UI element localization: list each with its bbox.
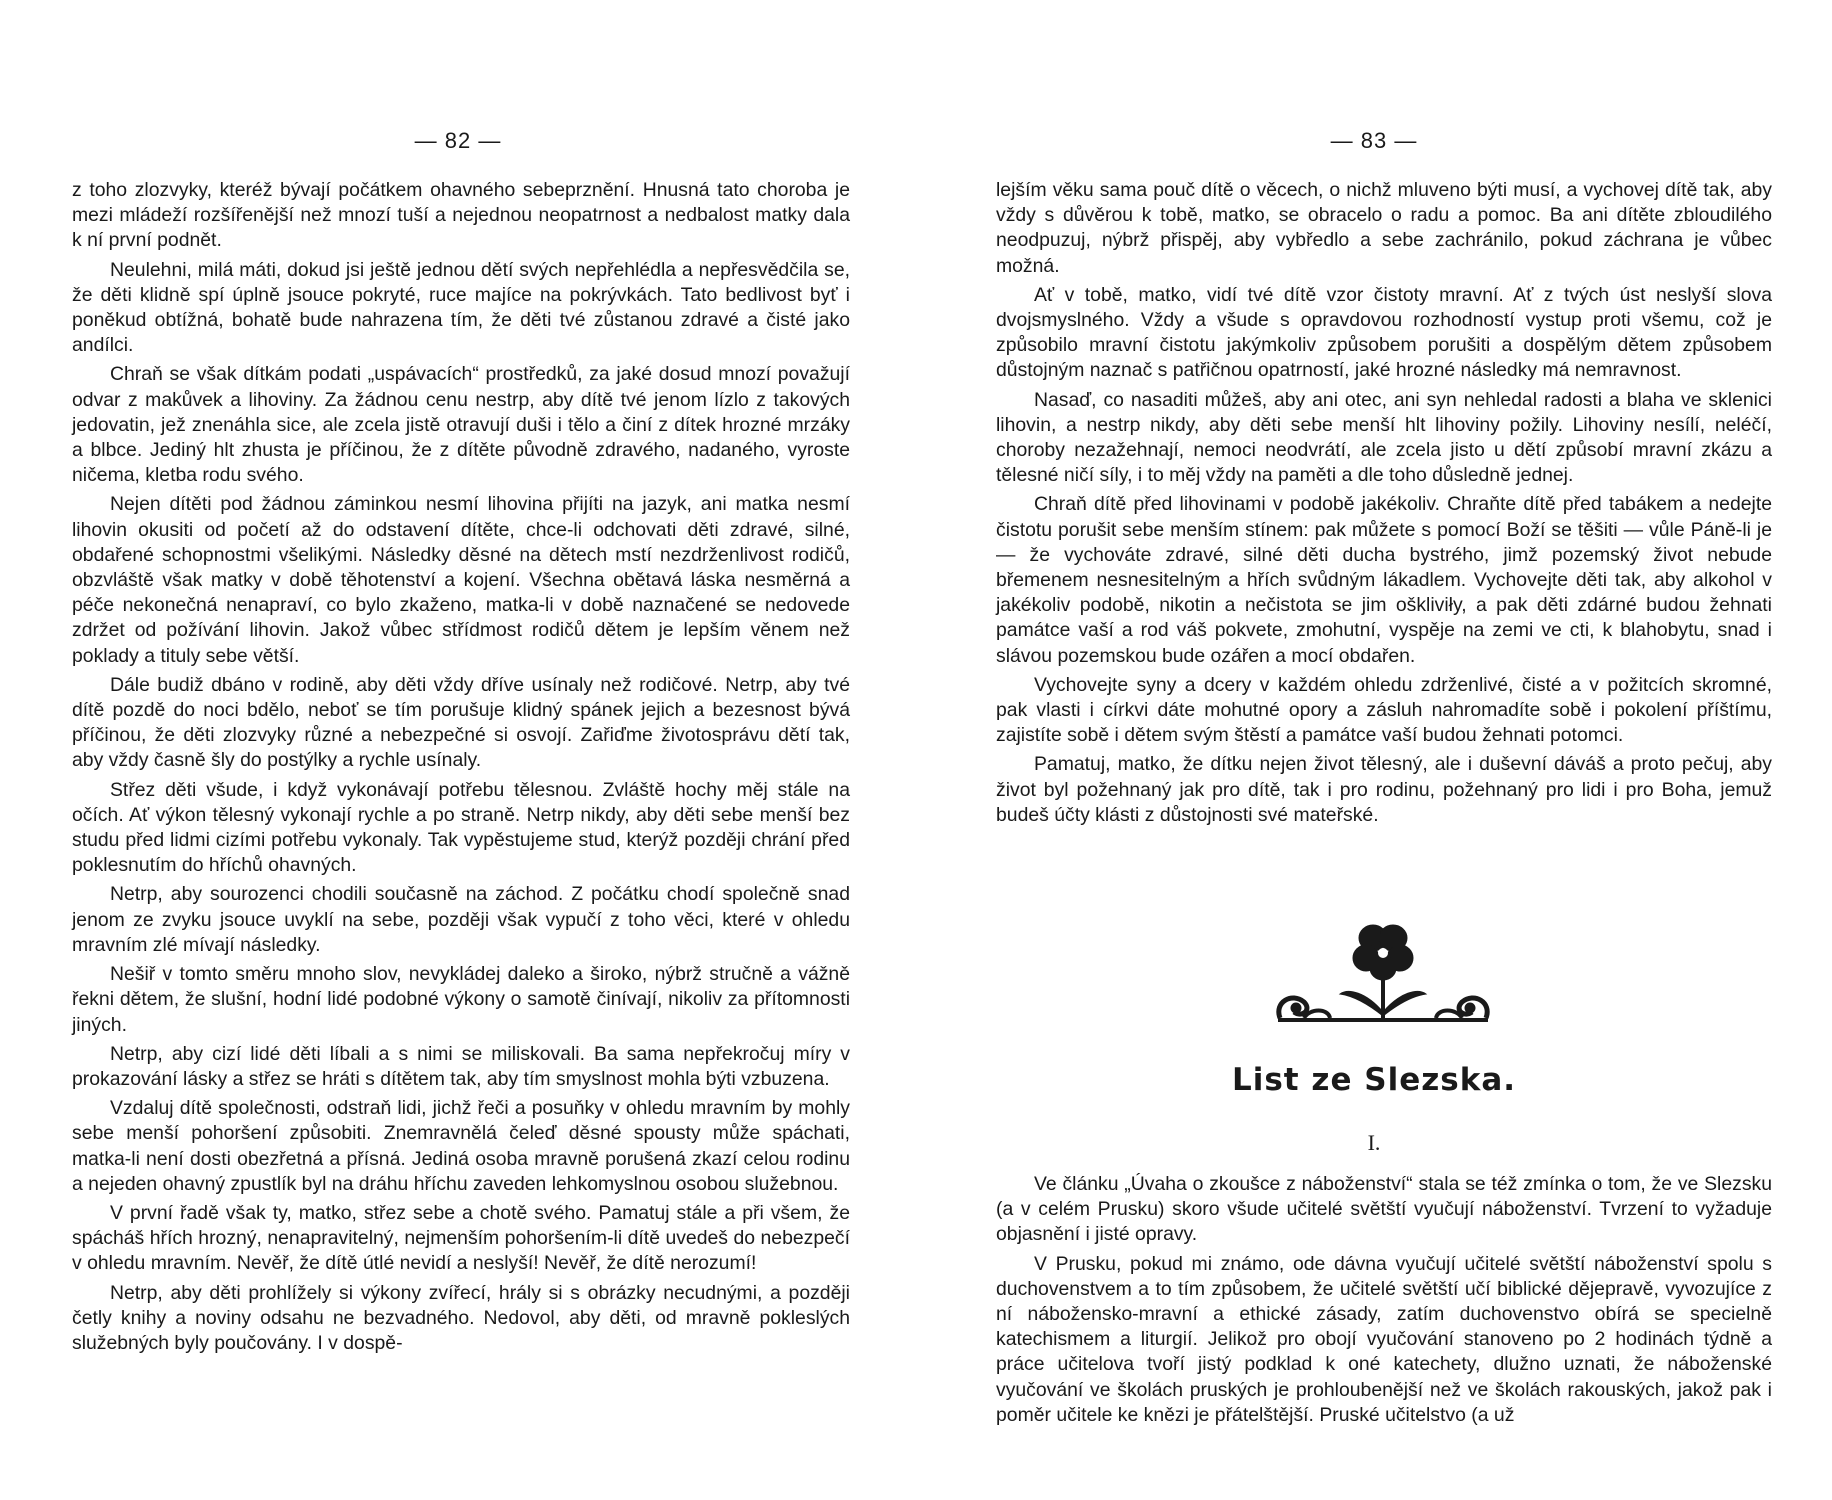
paragraph: V první řadě však ty, matko, střez sebe a chotě svého. Pamatuj stále a při všem, že spácháš hřích hrozný, nenapravitelný, nejmenším pohoršením-li dítě uvedeš do nebezpečí v ohledu mravním. Nevěř, že dítě útlé nevidí a neslyší! Nevěř, že dítě nerozumí! (72, 1201, 850, 1275)
paragraph: Ve článku „Úvaha o zkoušce z náboženství“ stala se též zmínka o tom, že ve Slezsku (a v celém Prusku) skoro všude učitelé světští vyučují náboženství. Tvrzení to vyžaduje objasnění i jisté opravy. (996, 1173, 1772, 1246)
paragraph: Ať v tobě, matko, vidí tvé dítě vzor čistoty mravní. Ať z tvých úst neslyší slova dvojsmyslného. Vždy a všude s opravdovou rozhodností vystup proti všemu, což je způsobilo mravní čistotu jakýmkoliv způsobem porušiti a dospělým dětem způsobem důstojným naznač s patřičnou opatrností, jaké hrozné následky má nemravnost. (996, 283, 1772, 382)
paragraph: Nejen dítěti pod žádnou záminkou nesmí lihovina přijíti na jazyk, ani matka nesmí lihovin okusiti od početí až do odstavení dítěte, chce-li odchovati děti zdravé, silné, obdařené schopnostmi všelikými. Následky děsné na dětech mstí nezdrženlivost rodičů, obzvláště však matky v době těhotenství a kojení. Všechna obětavá láska nesměrná a péče nekonečná nenapraví, co bylo zkaženo, matka-li v době naznačené se nedovede zdržet od požívání lihovin. Jakož vůbec střídmost rodičů dětem je lepším věnem než poklady a tituly sebe větší. (72, 493, 850, 667)
paragraph: z toho zlozvyky, kteréž bývají počátkem ohavného sebeprznění. Hnusná tato choroba je mezi mládeží rozšířenější než mnozí tuší a nejednou neopatrnost a nedbalost matky dala k ní první podnět. (72, 179, 850, 252)
paragraph: Netrp, aby děti prohlížely si výkony zvířecí, hrály si s obrázky necudnými, a později četly knihy a noviny odsahu ne bezvadného. Nedovol, aby děti, od mravně pokleslých služebných byly poučovány. I v dospě- (72, 1281, 850, 1354)
flower-ornament-icon (1270, 922, 1496, 1032)
paragraph: Dále budiž dbáno v rodině, aby děti vždy dříve usínaly než rodičové. Netrp, aby tvé dítě pozdě do noci bdělo, neboť se tím porušuje klidný spánek jejich a bezesnost bývá příčinou, že děti zlozvyky různé a nebezpečné si osvojí. Zařiďme životosprávu dětí tak, aby vždy časně šly do postýlky a rychle usínaly. (72, 673, 850, 772)
right-page (916, 0, 1832, 1500)
page-number: — 82 — (414, 128, 502, 153)
paragraph: Netrp, aby cizí lidé děti líbali a s nimi se miliskovali. Ba sama nepřekročuj míry v prokazování lásky a střez se hráti s dítětem tak, aby tím smyslnost mohla býti vzbuzena. (72, 1042, 850, 1090)
paragraph: lejším věku sama pouč dítě o věcech, o nichž mluveno býti musí, a vychovej dítě tak, aby vždy s důvěrou k tobě, matko, se obracelo o radu a pomoc. Ba ani dítěte zbloudilého neodpuzuj, nýbrž přispěj, aby vybředlo a sebe zachránilo, pokud záchrana je vůbec možná. (996, 179, 1772, 277)
paragraph: Chraň se však dítkám podati „uspávacích“ prostředků, za jaké dosud mnozí považují odvar z makůvek a lihoviny. Za žádnou cenu nestrp, aby dítě tvé jenom lízlo z takových jedovatin, jež znenáhla sice, ale zcela jistě otravují duši i tělo a činí z dítek hrozné mrzáky a blbce. Jediný hlt zhusta je příčinou, že z dítěte původně zdravého, nadaného, vyroste ničema, kletba rodu svého. (72, 363, 850, 487)
paragraph: Neulehni, milá máti, dokud jsi ještě jednou dětí svých nepřehlédla a nepřesvědčila se, že děti klidně spí úplně jsouce pokryté, ruce majíce na pokrývkách. Tato bedlivost byť i poněkud obtížná, bohatě bude nahrazena tím, že děti tvé zůstanou zdravé a čisté jako andílci. (72, 258, 850, 357)
paragraph: Vzdaluj dítě společnosti, odstraň lidi, jichž řeči a posuňky v ohledu mravním by mohly sebe menší pohoršení způsobiti. Znemravnělá čeleď děsné spousty může spáchati, matka-li není dosti obezřetná a přísná. Jediná osoba mravně porušená zkazí celou rodinu a nejeden ohavný zpustlík byl na dráhu hříchu zaveden lehkomyslnou osobou služebnou. (72, 1097, 850, 1195)
left-page-text (72, 178, 850, 1360)
section-title: List ze Slezska. (1231, 1062, 1517, 1098)
paragraph: Chraň dítě před lihovinami v podobě jakékoliv. Chraňte dítě před tabákem a nedejte čistotu porušit sebe menším stínem: pak můžete s pomocí Boží se těšiti — vůle Páně-li je — že vychováte zdravé, silné děti ducha bystrého, jimž pozemský život nebude břemenem nesnesitelným a hřích svůdným lákadlem. Vychovejte děti tak, aby alkohol v jakékoliv podobě, nikotin a nečistota se jim oškliviły, a pak děti zdárné budou žehnati památce vaší a rod váš pokvete, zmohutní, vyspěje na zemi ve cti, k blahobytu, snad i slávou pozemskou bude ozářen a mocí obdařen. (996, 493, 1772, 667)
section-numeral: I. (1367, 1130, 1381, 1155)
right-page-text-lower (996, 1172, 1772, 1432)
paragraph: Netrp, aby sourozenci chodili současně na záchod. Z počátku chodí společně snad jenom ze zvyku jsouce uvyklí na sebe, později však vypučí z toho věci, které v ohledu mravním zlé mívají následky. (72, 883, 850, 956)
paragraph: Vychovejte syny a dcery v každém ohledu zdrženlivé, čisté a v požitcích skromné, pak vlasti i církvi dáte mohutné opory a zásluh nahromadíte sobě i pokolení příštímu, zajistíte sobě i dětem svým štěstí a památce vaší budou žehnati potomci. (996, 673, 1772, 747)
paragraph: Nešiř v tomto směru mnoho slov, nevykládej daleko a široko, nýbrž stručně a vážně řekni dětem, že slušní, hodní lidé podobné výkony o samotě činívají, nikoliv za přítomnosti jiných. (72, 963, 850, 1036)
paragraph: Nasaď, co nasaditi můžeš, aby ani otec, ani syn nehledal radosti a blaha ve sklenici lihovin, a nestrp nikdy, aby děti sebe menší hlt lihoviny požily. Lihoviny nesílí, neléčí, choroby nezažehnají, nemoci neodvrátí, ale zcela jisto u dětí způsobí mravní zkázu a tělesné ničí síly, i to měj vždy na paměti a dle toho důsledně jednej. (996, 388, 1772, 487)
page-number: — 83 — (1330, 128, 1418, 153)
paragraph: V Prusku, pokud mi známo, ode dávna vyučují učitelé světští náboženství spolu s duchovenstvem a to tím způsobem, že učitelé světští učí biblické dějepravě, vyvozujíce z ní nábožensko-mravní a ethické zásady, zatím duchovenstvo obírá se specielně katechismem a liturgií. Jelikož pro obojí vyučování stanoveno po 2 hodinách týdně a práce učitelova tvoří jistý podklad k oné katechety, dlužno uznati, že náboženské vyučování ve školách pruských je prohloubenější než ve školách rakouských, jakož pak i poměr učitele ke knězi je přátelštější. Pruské učitelstvo (a už (996, 1252, 1772, 1426)
paragraph: Pamatuj, matko, že dítku nejen život tělesný, ale i duševní dáváš a proto pečuj, aby život byl požehnaný jak pro dítě, tak i pro rodinu, požehnaný pro lidi i pro Boha, jemuž budeš účty klásti z důstojnosti své mateřské. (996, 753, 1772, 826)
paragraph: Střez děti všude, i když vykonávají potřebu tělesnou. Zvláště hochy měj stále na očích. Ať výkon tělesný vykonají rychle a po straně. Netrp nikdy, aby děti sebe menší bez studu před lidmi cizími potřebu vykonaly. Tak vypěstujeme stud, kterýž později chrání před poklesnutím do hříchů ohavných. (72, 778, 850, 877)
right-page-text-upper (996, 178, 1772, 832)
